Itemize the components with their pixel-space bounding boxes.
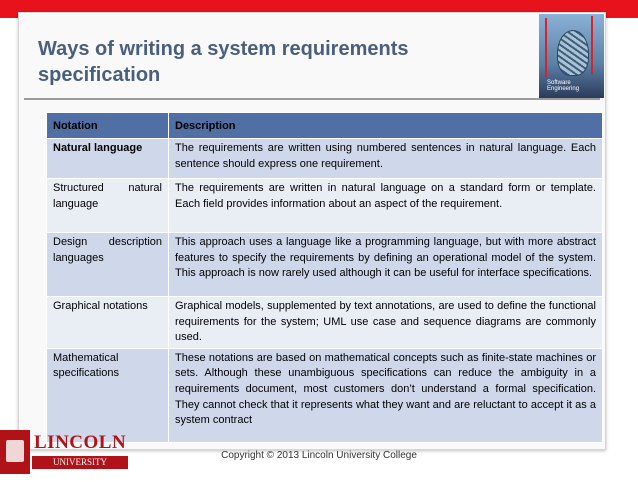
table-row — [47, 297, 603, 349]
notation-cell: Natural language — [47, 139, 169, 179]
header-notation: Notation — [47, 113, 169, 139]
description-cell: The requirements are written using numbered sentences in natural language. Each sentence should express one requirement. — [169, 139, 603, 179]
crane-graphic — [591, 16, 593, 74]
table-row — [47, 179, 603, 233]
table-header-row — [47, 113, 603, 139]
logo-subtitle: UNIVERSITY COLLEGE — [32, 456, 128, 469]
notation-cell: Design description languages — [47, 233, 169, 297]
description-cell: The requirements are written in natural language on a standard form or template. Each field provides information about an aspect of the requirement. — [169, 179, 603, 233]
table-row — [47, 139, 603, 179]
description-cell: This approach uses a language like a programming language, but with more abstract features to specify the requirements by defining an operational model of the system. This approach is now rarely used although it can be useful for interface specifications. — [169, 233, 603, 297]
logo-name: LINCOLN — [34, 432, 127, 453]
title-divider — [24, 98, 600, 100]
notation-table — [46, 112, 603, 443]
notation-cell: Mathematical specifications — [47, 348, 169, 442]
building-graphic — [557, 30, 589, 76]
copyright-footer: Copyright © 2013 Lincoln University College — [221, 450, 417, 461]
cover-title: Software Engineering — [547, 80, 580, 92]
crane-graphic — [545, 18, 547, 78]
table-row — [47, 233, 603, 297]
notation-cell: Structured natural language — [47, 179, 169, 233]
book-cover-image — [539, 14, 604, 98]
slide-title: Ways of writing a system requirements specification — [38, 38, 409, 86]
table-row — [47, 348, 603, 442]
description-cell: Graphical models, supplemented by text annotations, are used to define the functional requirements for the system; UML use case and sequence diagrams are commonly used. — [169, 297, 603, 349]
description-cell: These notations are based on mathematical concepts such as finite-state machines or sets. Although these unambiguous specifications can reduce the ambiguity in a requirements document, most customers don’t understand a formal specification. They cannot check that it represents what they want and are reluctant to accept it as a system contract — [169, 348, 603, 442]
header-description: Description — [169, 113, 603, 139]
notation-cell: Graphical notations — [47, 297, 169, 349]
